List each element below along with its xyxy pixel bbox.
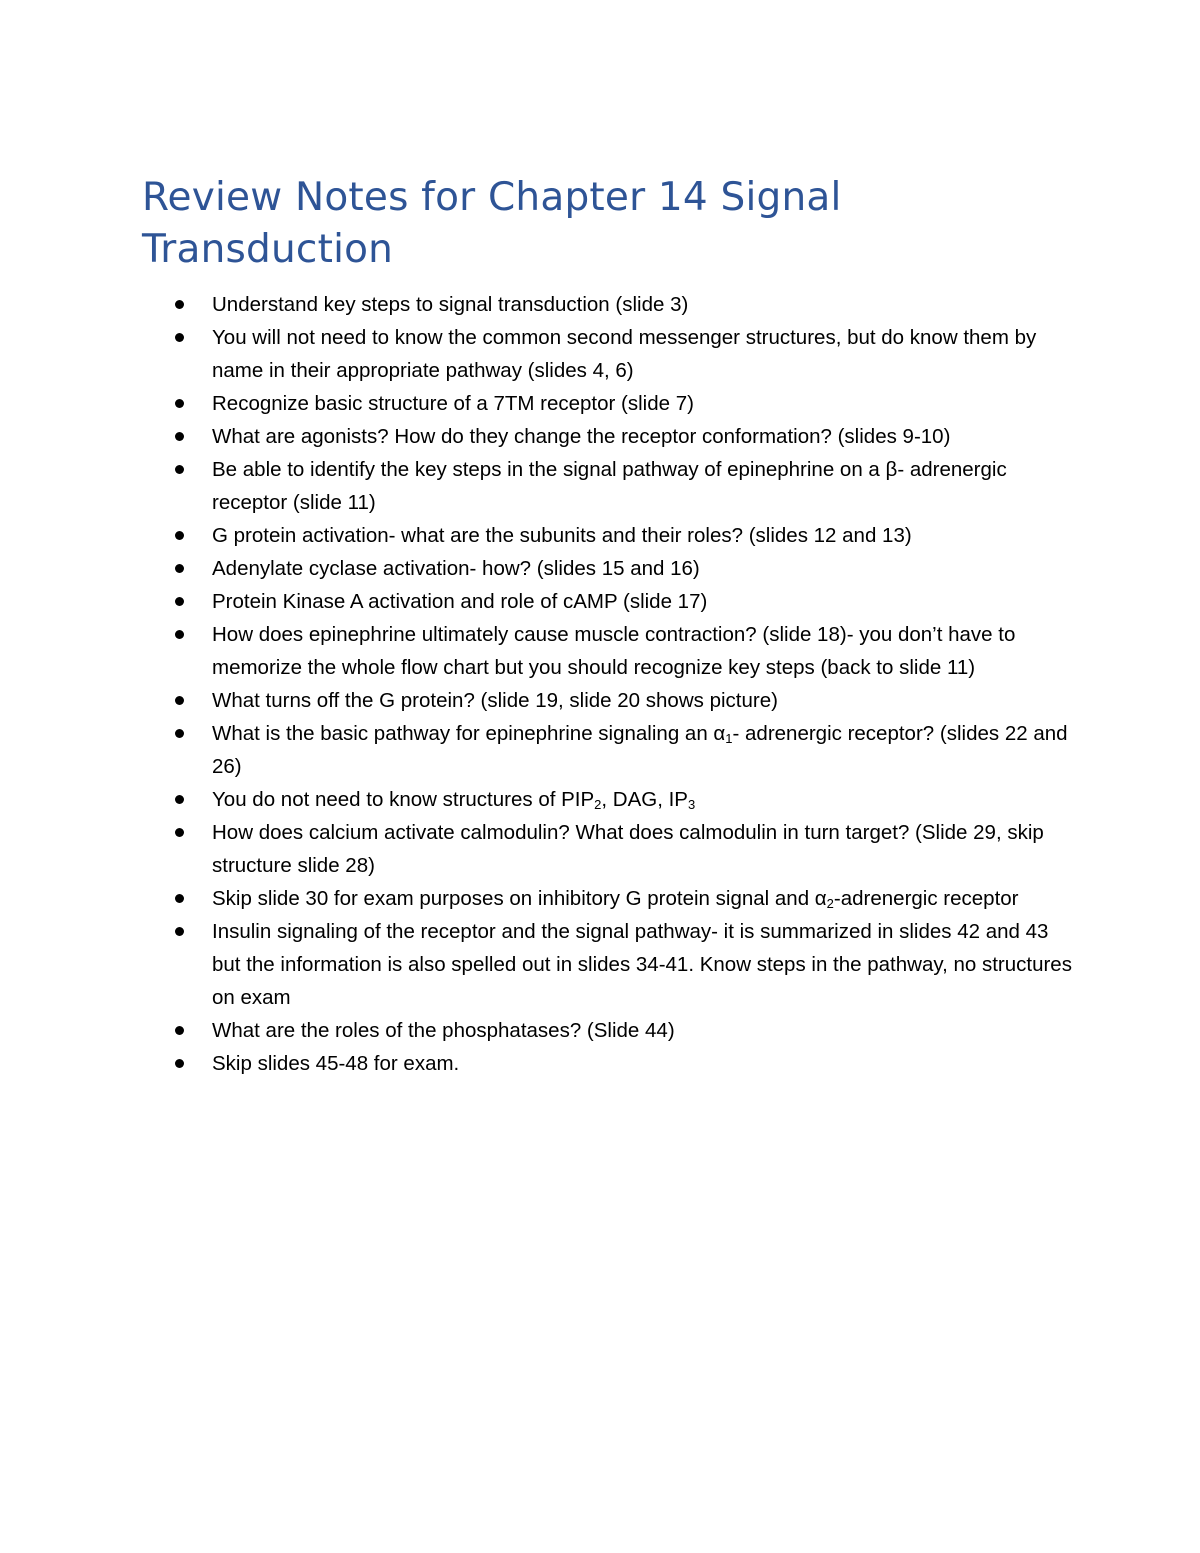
list-item-text: How does calcium activate calmodulin? What does calmodulin in turn target? (Slide 29, skip structure slide 28) <box>212 821 1044 877</box>
bullet-icon <box>175 597 184 606</box>
list-item <box>142 684 1072 717</box>
list-item-text: Adenylate cyclase activation- how? (slides 15 and 16) <box>212 557 700 580</box>
bullet-icon <box>175 630 184 639</box>
subscript: 3 <box>687 797 696 812</box>
bullet-icon <box>175 1059 184 1068</box>
list-item-text-start: You do not need to know structures of PIP <box>212 788 595 811</box>
bullet-icon <box>175 1026 184 1035</box>
list-item-text-middle: , DAG, IP <box>601 788 688 811</box>
list-item-text: How does epinephrine ultimately cause muscle contraction? (slide 18)- you don’t have to memorize the whole flow chart but you should recognize key steps (back to slide 11) <box>212 623 1016 679</box>
list-item-text: Recognize basic structure of a 7TM receptor (slide 7) <box>212 392 694 415</box>
bullet-icon <box>175 696 184 705</box>
list-item-text: Understand key steps to signal transduction (slide 3) <box>212 293 689 316</box>
bullet-icon <box>175 795 184 804</box>
list-item-text-start: Skip slide 30 for exam purposes on inhibitory G protein signal and α <box>212 887 827 910</box>
bullet-icon <box>175 828 184 837</box>
list-item-text: What are agonists? How do they change the receptor conformation? (slides 9-10) <box>212 425 951 448</box>
list-item <box>142 816 1072 882</box>
list-item <box>142 387 1072 420</box>
bullet-icon <box>175 729 184 738</box>
bullet-icon <box>175 927 184 936</box>
list-item-text: G protein activation- what are the subunits and their roles? (slides 12 and 13) <box>212 524 912 547</box>
list-item <box>142 618 1072 684</box>
bullet-icon <box>175 894 184 903</box>
bullet-icon <box>175 564 184 573</box>
bullet-icon <box>175 531 184 540</box>
bullet-icon <box>175 465 184 474</box>
list-item-text: You will not need to know the common second messenger structures, but do know them by name in their appropriate pathway (slides 4, 6) <box>212 326 1037 382</box>
list-item <box>142 1014 1072 1047</box>
subscript: 2 <box>826 896 834 911</box>
list-item-text-start: What is the basic pathway for epinephrine signaling an α <box>212 722 726 745</box>
bullet-icon <box>175 333 184 342</box>
list-item <box>142 453 1072 519</box>
list-item-text-end: -adrenergic receptor <box>833 887 1019 910</box>
list-item-text: Protein Kinase A activation and role of cAMP (slide 17) <box>212 590 708 613</box>
list-item <box>142 420 1072 453</box>
review-notes-list <box>142 288 1072 1080</box>
list-item-text: Be able to identify the key steps in the signal pathway of epinephrine on a β- adrenergic receptor (slide 11) <box>212 458 1007 514</box>
list-item <box>142 1047 1072 1080</box>
list-item-text: Insulin signaling of the receptor and the signal pathway- it is summarized in slides 42 and 43 but the information is also spelled out in slides 34-41. Know steps in the pathway, no structures on exam <box>212 920 1072 1009</box>
document-title: Review Notes for Chapter 14 Signal Transduction <box>142 175 842 272</box>
subscript: 2 <box>594 797 602 812</box>
list-item <box>142 288 1072 321</box>
list-item <box>142 519 1072 552</box>
list-item <box>142 585 1072 618</box>
list-item-text: What are the roles of the phosphatases? (Slide 44) <box>212 1019 675 1042</box>
list-item-text-end: - adrenergic receptor? (slides 22 and 26) <box>212 722 1068 778</box>
list-item-text: What turns off the G protein? (slide 19, slide 20 shows picture) <box>212 689 778 712</box>
bullet-icon <box>175 432 184 441</box>
list-item <box>142 552 1072 585</box>
subscript: 1 <box>725 731 733 746</box>
bullet-icon <box>175 300 184 309</box>
list-item <box>142 915 1072 1014</box>
list-item <box>142 717 1072 783</box>
list-item-text: Skip slides 45-48 for exam. <box>212 1052 460 1075</box>
list-item <box>142 783 1072 816</box>
list-item <box>142 321 1072 387</box>
bullet-icon <box>175 399 184 408</box>
list-item <box>142 882 1072 915</box>
